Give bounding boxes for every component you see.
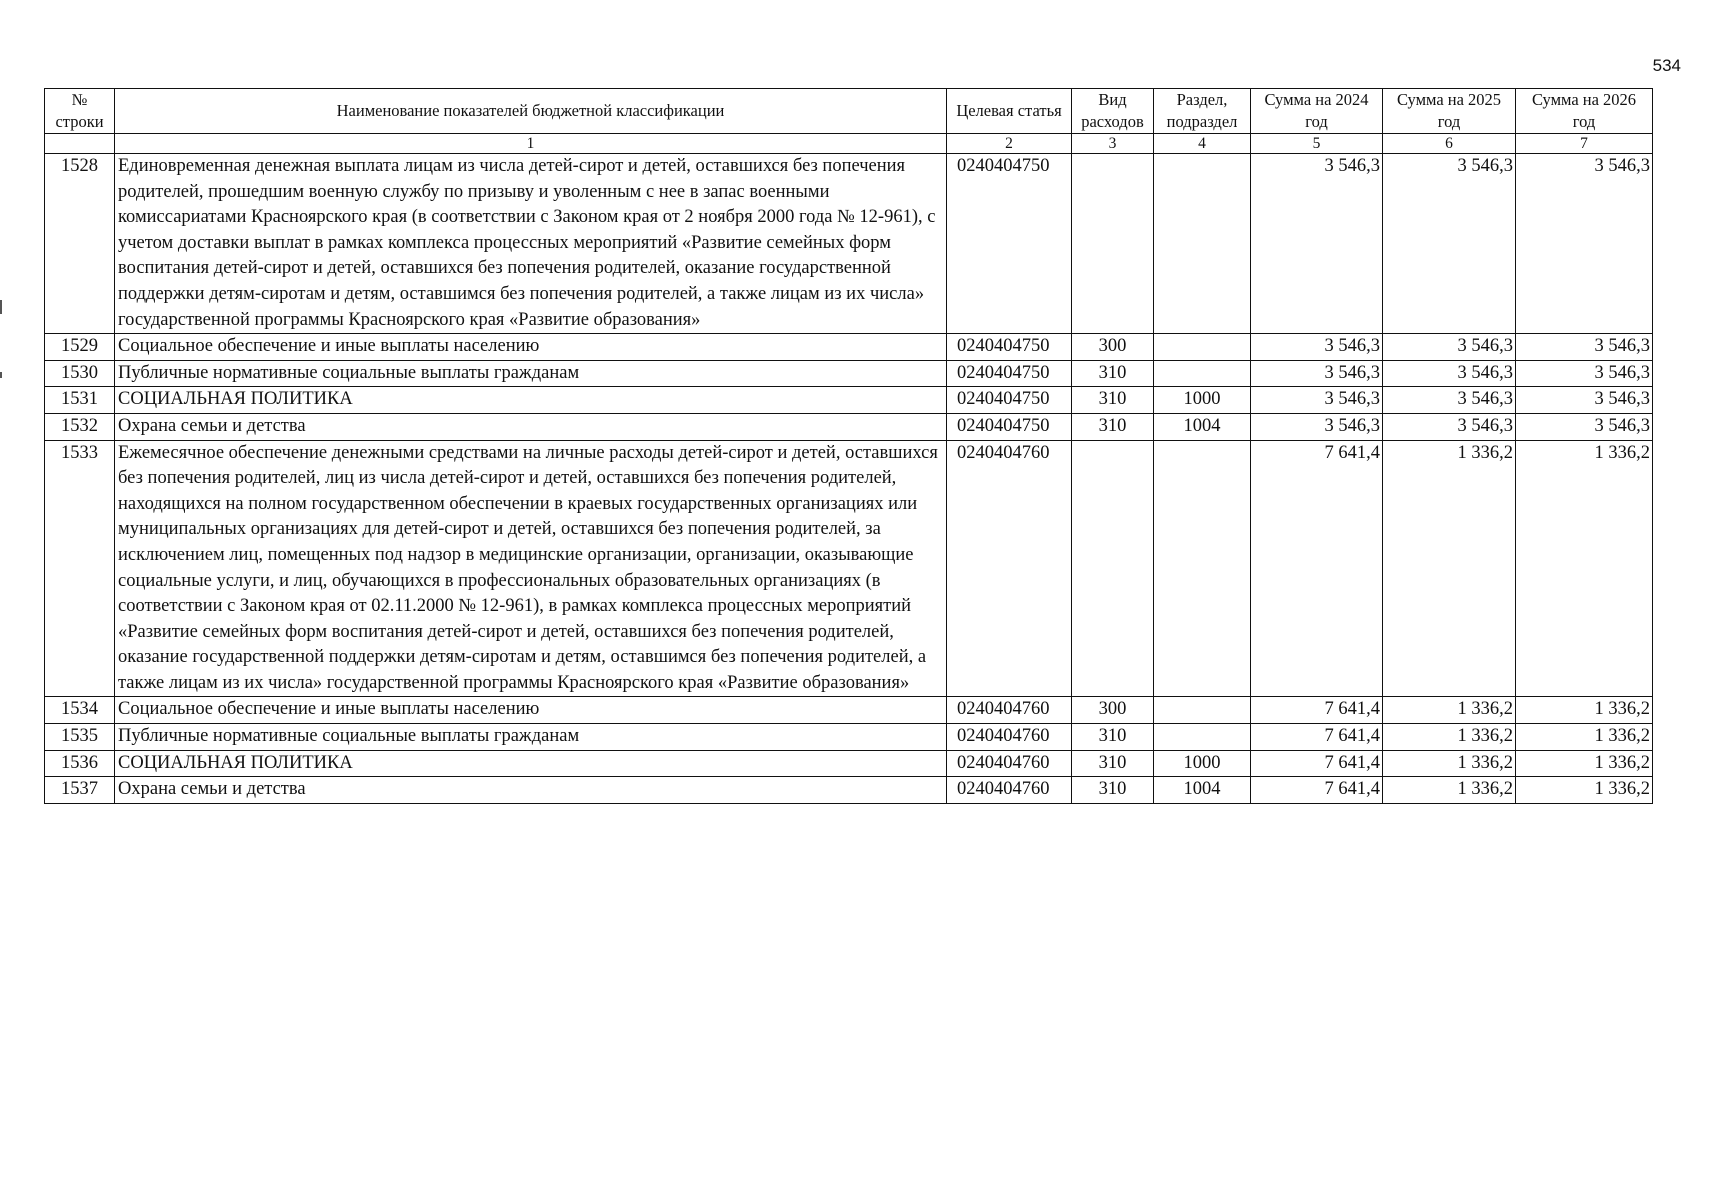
row-section [1154,724,1251,751]
row-name: Охрана семьи и детства [115,413,947,440]
row-name: Социальное обеспечение и иные выплаты населению [115,697,947,724]
table-row [45,154,1653,334]
column-number: 4 [1154,134,1251,154]
row-sum-2025: 1 336,2 [1383,750,1516,777]
table-row [45,360,1653,387]
row-target: 0240404750 [947,387,1072,414]
row-name: Социальное обеспечение и иные выплаты населению [115,334,947,361]
row-target: 0240404750 [947,154,1072,334]
row-sum-2024: 3 546,3 [1251,360,1383,387]
column-number: 2 [947,134,1072,154]
row-target: 0240404760 [947,750,1072,777]
header-sum-2024: Сумма на 2024 год [1251,89,1383,134]
page-number: 534 [1652,56,1681,75]
row-sum-2026: 1 336,2 [1516,724,1653,751]
row-number: 1537 [45,777,115,804]
row-name: Охрана семьи и детства [115,777,947,804]
row-sum-2024: 7 641,4 [1251,724,1383,751]
header-target: Целевая статья [947,89,1072,134]
row-section: 1000 [1154,750,1251,777]
row-name: Публичные нормативные социальные выплаты гражданам [115,724,947,751]
header-expense-type: Вид расходов [1072,89,1154,134]
scan-edge-mark [0,300,2,314]
row-expense-type: 310 [1072,360,1154,387]
header-name: Наименование показателей бюджетной классификации [115,89,947,134]
table-row [45,697,1653,724]
row-expense-type: 310 [1072,777,1154,804]
header-sum-2025: Сумма на 2025 год [1383,89,1516,134]
row-sum-2026: 3 546,3 [1516,154,1653,334]
row-number: 1529 [45,334,115,361]
row-sum-2026: 3 546,3 [1516,413,1653,440]
table-row [45,413,1653,440]
row-sum-2024: 7 641,4 [1251,697,1383,724]
table-row [45,334,1653,361]
row-section: 1000 [1154,387,1251,414]
column-number: 5 [1251,134,1383,154]
row-expense-type: 310 [1072,413,1154,440]
row-target: 0240404760 [947,440,1072,697]
row-name: Ежемесячное обеспечение денежными средствами на личные расходы детей-сирот и детей, оставшихся без попечения родителей, лиц из числа детей-сирот и детей, оставшихся без попечения родителей, находящихся на полном государственном обеспечении в краевых государственных организациях или муниципальных организациях для детей-сирот и детей, оставшихся без попечения родителей, за исключением лиц, помещенных под надзор в медицинские организации, организации, оказывающие социальные услуги, и лиц, обучающихся в профессиональных образовательных организациях (в соответствии с Законом края от 02.11.2000 № 12-961), в рамках комплекса процессных мероприятий «Развитие семейных форм воспитания детей-сирот и детей, оставшихся без попечения родителей, оказание государственной поддержки детям-сиротам и детям, оставшимся без попечения родителей, а также лицам из их числа» государственной программы Красноярского края «Развитие образования» [115,440,947,697]
row-sum-2025: 1 336,2 [1383,697,1516,724]
row-target: 0240404750 [947,334,1072,361]
row-sum-2024: 3 546,3 [1251,413,1383,440]
row-name: СОЦИАЛЬНАЯ ПОЛИТИКА [115,387,947,414]
row-sum-2026: 1 336,2 [1516,750,1653,777]
header-section: Раздел, подраздел [1154,89,1251,134]
row-sum-2025: 3 546,3 [1383,154,1516,334]
row-sum-2025: 1 336,2 [1383,440,1516,697]
table-body [45,154,1653,804]
row-target: 0240404750 [947,360,1072,387]
row-sum-2024: 3 546,3 [1251,154,1383,334]
row-sum-2024: 7 641,4 [1251,440,1383,697]
column-number: 3 [1072,134,1154,154]
row-sum-2024: 7 641,4 [1251,777,1383,804]
header-row [45,89,1653,134]
row-section [1154,334,1251,361]
row-section [1154,697,1251,724]
column-number: 6 [1383,134,1516,154]
row-section [1154,154,1251,334]
row-expense-type: 300 [1072,697,1154,724]
row-number: 1530 [45,360,115,387]
row-name: Единовременная денежная выплата лицам из числа детей-сирот и детей, оставшихся без попечения родителей, прошедшим военную службу по призыву и уволенным с нее в запас военными комиссариатами Красноярского края (в соответствии с Законом края от 2 ноября 2000 года № 12-961), с учетом доставки выплат в рамках комплекса процессных мероприятий «Развитие семейных форм воспитания детей-сирот и детей, оставшихся без попечения родителей, оказание государственной поддержки детям-сиротам и детям, оставшимся без попечения родителей, а также лицам из их числа» государственной программы Красноярского края «Развитие образования» [115,154,947,334]
column-number: 1 [115,134,947,154]
row-expense-type: 310 [1072,750,1154,777]
header-sum-2026: Сумма на 2026 год [1516,89,1653,134]
row-sum-2026: 3 546,3 [1516,387,1653,414]
row-sum-2026: 3 546,3 [1516,360,1653,387]
table-header [45,89,1653,154]
scan-edge-mark [0,372,2,378]
row-target: 0240404760 [947,724,1072,751]
budget-table [44,88,1653,804]
row-target: 0240404760 [947,777,1072,804]
row-number: 1534 [45,697,115,724]
row-number: 1531 [45,387,115,414]
row-expense-type [1072,440,1154,697]
row-target: 0240404760 [947,697,1072,724]
row-name: СОЦИАЛЬНАЯ ПОЛИТИКА [115,750,947,777]
row-sum-2025: 3 546,3 [1383,387,1516,414]
row-section: 1004 [1154,413,1251,440]
row-sum-2026: 1 336,2 [1516,777,1653,804]
column-number: 7 [1516,134,1653,154]
row-sum-2025: 1 336,2 [1383,724,1516,751]
row-number: 1532 [45,413,115,440]
row-name: Публичные нормативные социальные выплаты гражданам [115,360,947,387]
row-sum-2026: 1 336,2 [1516,697,1653,724]
row-number: 1533 [45,440,115,697]
row-sum-2024: 3 546,3 [1251,387,1383,414]
row-sum-2024: 3 546,3 [1251,334,1383,361]
row-expense-type: 300 [1072,334,1154,361]
row-expense-type [1072,154,1154,334]
row-sum-2025: 3 546,3 [1383,360,1516,387]
row-section: 1004 [1154,777,1251,804]
row-section [1154,360,1251,387]
row-sum-2025: 3 546,3 [1383,334,1516,361]
table-row [45,724,1653,751]
table-row [45,750,1653,777]
row-sum-2026: 1 336,2 [1516,440,1653,697]
row-number: 1535 [45,724,115,751]
row-section [1154,440,1251,697]
row-sum-2024: 7 641,4 [1251,750,1383,777]
row-sum-2025: 1 336,2 [1383,777,1516,804]
row-number: 1536 [45,750,115,777]
row-expense-type: 310 [1072,387,1154,414]
table-row [45,440,1653,697]
header-row-no: № строки [45,89,115,134]
column-number [45,134,115,154]
row-number: 1528 [45,154,115,334]
column-numbers-row [45,134,1653,154]
row-sum-2025: 3 546,3 [1383,413,1516,440]
row-expense-type: 310 [1072,724,1154,751]
row-target: 0240404750 [947,413,1072,440]
table-row [45,777,1653,804]
row-sum-2026: 3 546,3 [1516,334,1653,361]
table-row [45,387,1653,414]
